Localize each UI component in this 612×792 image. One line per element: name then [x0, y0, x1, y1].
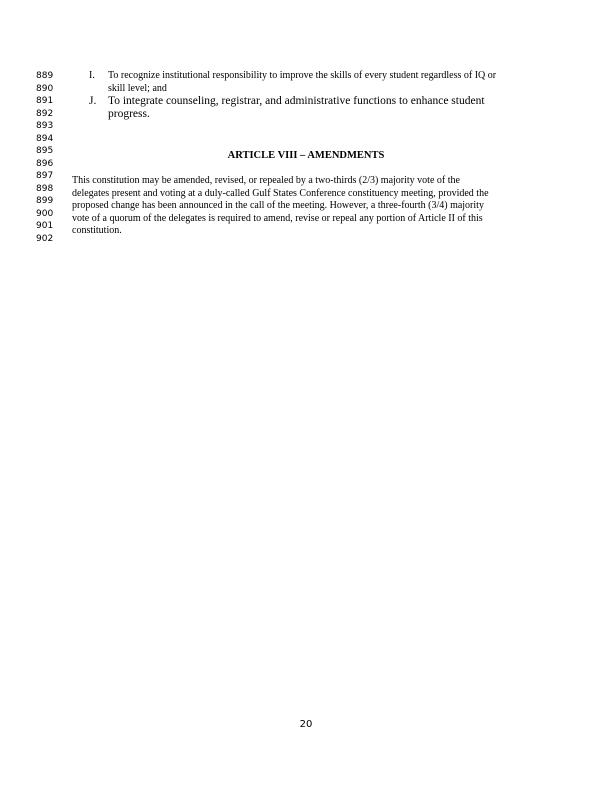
list-item-marker: J. — [89, 95, 97, 107]
list-item-j — [89, 95, 549, 123]
list-item-line: To integrate counseling, registrar, and administrative functions to enhance student — [108, 95, 485, 107]
paragraph-line: This constitution may be amended, revised, or repealed by a two-thirds (2/3) majority vote of the — [72, 175, 460, 186]
line-number: 902 — [36, 233, 54, 244]
paragraph-line: constitution. — [72, 225, 122, 236]
amendments-paragraph — [72, 175, 540, 238]
line-number: 896 — [36, 158, 54, 169]
line-number-column — [36, 70, 62, 245]
article-heading: ARTICLE VIII – AMENDMENTS — [227, 150, 385, 161]
list-item-i — [89, 70, 549, 95]
line-number: 897 — [36, 171, 54, 181]
paragraph-line: vote of a quorum of the delegates is required to amend, revise or repeal any portion of Article II of this — [72, 212, 483, 224]
line-number: 890 — [36, 83, 54, 94]
line-number: 892 — [36, 108, 54, 119]
line-number: 891 — [36, 96, 54, 106]
line-number: 900 — [36, 208, 54, 219]
list-item-line: progress. — [108, 108, 150, 120]
list-item-marker: I. — [89, 70, 95, 81]
page-number: 20 — [299, 719, 313, 730]
line-number: 901 — [36, 221, 54, 231]
line-number: 898 — [36, 183, 54, 194]
list-item-text — [108, 95, 538, 121]
line-number: 893 — [36, 121, 54, 131]
line-number: 899 — [36, 196, 54, 206]
list-item-text — [108, 70, 538, 95]
paragraph-line: delegates present and voting at a duly-called Gulf States Conference constituency meeting, provided the — [72, 187, 489, 199]
line-number: 894 — [36, 133, 54, 144]
list-item-line: To recognize institutional responsibility to improve the skills of every student regardless of IQ or — [108, 70, 497, 81]
list-item-line: skill level; and — [108, 82, 167, 94]
line-number: 889 — [36, 71, 54, 81]
line-number: 895 — [36, 146, 54, 156]
paragraph-line: proposed change has been announced in the call of the meeting. However, a three-fourth (3/4) majority — [72, 200, 484, 211]
